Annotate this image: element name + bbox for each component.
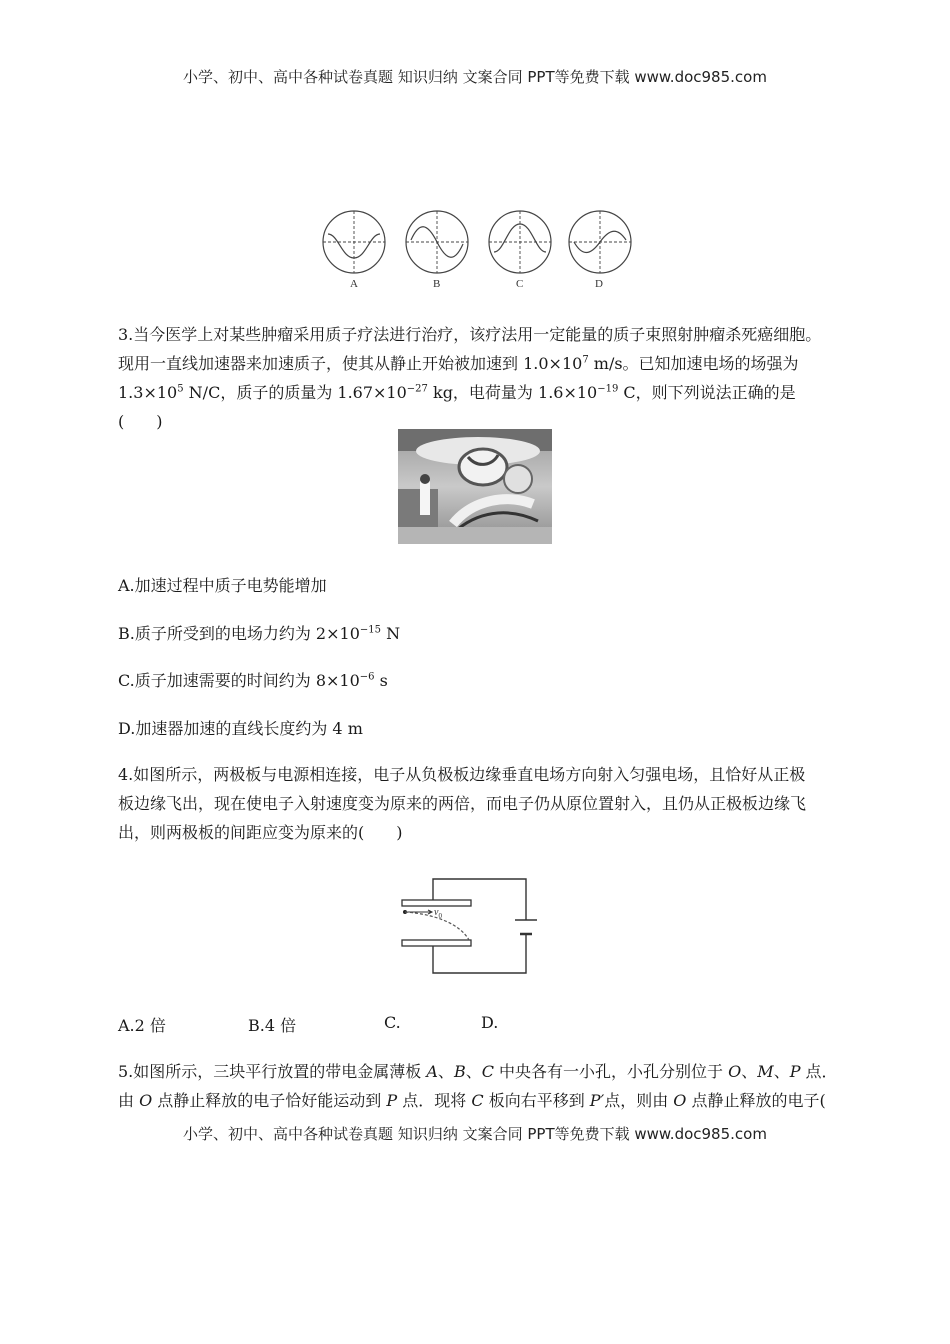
fig-label-a: A: [350, 278, 358, 290]
q3-option-b: B.质子所受到的电场力约为 $2\times 10^{-15}$ N: [118, 624, 401, 643]
q4-option-d: D.: [481, 1013, 499, 1032]
q3-option-d: D.加速器加速的直线长度约为 4 m: [118, 719, 363, 738]
bottom-plate: [402, 940, 471, 946]
top-plate: [402, 900, 471, 906]
fig-label-c: C: [516, 278, 524, 290]
q3-option-a: A.加速过程中质子电势能增加: [118, 576, 327, 595]
q5-line-2: 由 O 点静止释放的电子恰好能运动到 P 点．现将 C 板向右平移到 P′点，则由 O 点静止释放的电子(: [118, 1091, 826, 1110]
q3-line-1: 3.当今医学上对某些肿瘤采用质子疗法进行治疗，该疗法用一定能量的质子束照射肿瘤杀死癌细胞。: [118, 325, 822, 344]
capacitor-circuit-diagram: [395, 872, 545, 980]
fig-label-d: D: [595, 278, 603, 290]
q4-line-1: 4.如图所示，两极板与电源相连接，电子从负极板边缘垂直电场方向射入匀强电场，且恰好从正极: [118, 765, 806, 784]
question-5: [118, 1057, 848, 1115]
q3-line-2: 现用一直线加速器来加速质子，使其从静止开始被加速到 $1.0\times 10^7$ m/s。已知加速电场的场强为: [118, 354, 799, 373]
page-footer: 小学、初中、高中各种试卷真题 知识归纳 文案合同 PPT等免费下载 www.doc985.com: [183, 1125, 767, 1143]
proton-therapy-photo: [398, 429, 552, 544]
fig-label-b: B: [433, 278, 441, 290]
q3-option-c: C.质子加速需要的时间约为 $8\times 10^{-6}$ s: [118, 671, 388, 690]
q4-option-a: A.2 倍: [118, 1016, 166, 1035]
page-header: 小学、初中、高中各种试卷真题 知识归纳 文案合同 PPT等免费下载 www.doc985.com: [183, 68, 767, 86]
q4-line-3: 出，则两极板的间距应变为原来的( ): [118, 823, 403, 842]
question-4: [118, 760, 838, 847]
q3-line-3: $1.3\times 10^5$ N/C，质子的质量为 $1.67\times 10^{-27}$ kg，电荷量为 $1.6\times 10^{-19}$ C，则下列说法正确的是( ): [118, 383, 796, 431]
q4-option-c: C.: [384, 1013, 401, 1032]
velocity-label: $v_0$: [434, 907, 442, 920]
question-3: [118, 320, 838, 436]
q4-line-2: 板边缘飞出，现在使电子入射速度变为原来的两倍，而电子仍从原位置射入，且仍从正极板边缘飞: [118, 794, 807, 813]
q5-line-1: 5.如图所示，三块平行放置的带电金属薄板 A、B、C 中央各有一小孔，小孔分别位于 O、M、P 点．: [118, 1062, 838, 1081]
q4-option-b: B.4 倍: [248, 1016, 297, 1035]
